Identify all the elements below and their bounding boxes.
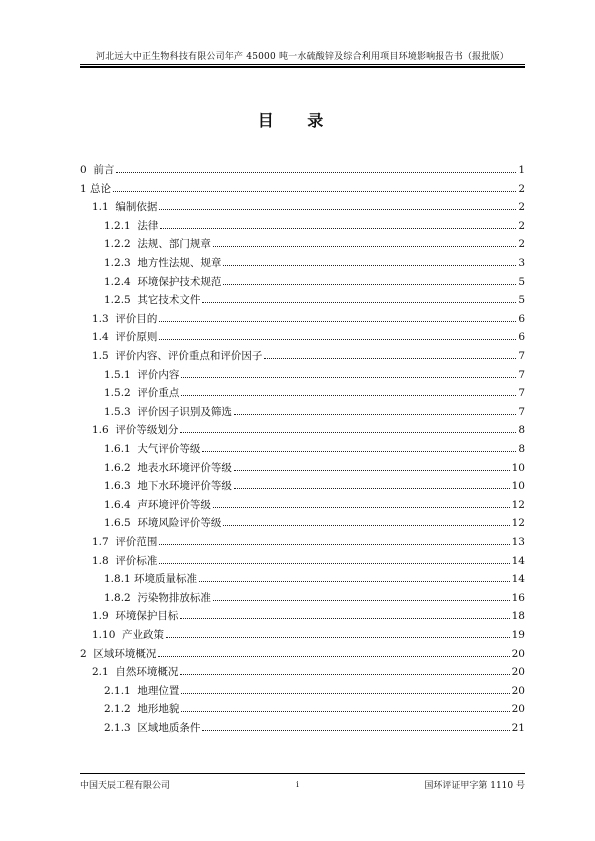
toc-entry-page: 8 bbox=[518, 443, 525, 455]
footer-certificate: 国环评证甲字第 1110 号 bbox=[424, 781, 525, 791]
toc-dot-leader bbox=[213, 507, 510, 508]
toc-entry-page: 14 bbox=[511, 573, 525, 586]
toc-dot-leader bbox=[160, 228, 516, 229]
toc-entry-label: 0 前言 bbox=[80, 164, 115, 176]
toc-entry-label: 1.6.1 大气评价等级 bbox=[104, 443, 201, 455]
toc-entry-page: 1 bbox=[518, 164, 525, 176]
toc-entry-label: 2.1 自然环境概况 bbox=[92, 666, 179, 679]
toc-entry-label: 1.2.2 法规、部门规章 bbox=[104, 238, 211, 251]
toc-dot-leader bbox=[159, 321, 516, 322]
toc-dot-leader bbox=[234, 414, 516, 415]
footer-company: 中国天辰工程有限公司 bbox=[80, 781, 171, 791]
toc-entry-page: 6 bbox=[518, 312, 525, 325]
toc-entry-label: 2.1.3 区域地质条件 bbox=[104, 722, 201, 734]
toc-entry-label: 2.1.1 地理位置 bbox=[104, 684, 180, 697]
toc-entry-page: 3 bbox=[518, 257, 525, 269]
toc-entry-label: 1.3 评价目的 bbox=[92, 312, 158, 325]
toc-dot-leader bbox=[158, 656, 509, 657]
toc-dot-leader bbox=[202, 730, 509, 731]
toc-entry[interactable] bbox=[92, 195, 525, 213]
toc-dot-leader bbox=[181, 395, 516, 396]
toc-dot-leader bbox=[159, 544, 509, 545]
toc-dot-leader bbox=[166, 637, 510, 638]
toc-entry-label: 1.6.3 地下水环境评价等级 bbox=[104, 480, 232, 493]
toc-entry-label: 2.1.2 地形地貌 bbox=[104, 703, 180, 716]
toc-entry-page: 21 bbox=[511, 722, 525, 734]
toc-dot-leader bbox=[202, 451, 516, 452]
toc-entry-page: 20 bbox=[511, 647, 525, 660]
toc-dot-leader bbox=[180, 432, 516, 433]
toc-entry[interactable] bbox=[92, 530, 525, 548]
toc-entry[interactable] bbox=[104, 567, 525, 585]
toc-entry-page: 7 bbox=[518, 368, 525, 381]
toc-entry[interactable] bbox=[80, 158, 525, 176]
toc-entry-page: 7 bbox=[518, 405, 525, 418]
toc-dot-leader bbox=[181, 377, 516, 378]
toc-entry[interactable] bbox=[104, 381, 525, 399]
toc-entry-label: 1.2.3 地方性法规、规章 bbox=[104, 257, 222, 269]
toc-entry-page: 19 bbox=[511, 629, 525, 641]
toc-dot-leader bbox=[213, 600, 510, 601]
toc-entry[interactable] bbox=[104, 679, 525, 697]
toc-entry[interactable] bbox=[104, 456, 525, 474]
toc-entry[interactable] bbox=[104, 363, 525, 381]
toc-entry-label: 1.6.2 地表水环境评价等级 bbox=[104, 461, 232, 474]
toc-dot-leader bbox=[180, 618, 509, 619]
toc-dot-leader bbox=[234, 470, 510, 471]
toc-entry-label: 1.5.1 评价内容 bbox=[104, 368, 180, 381]
toc-entry[interactable] bbox=[104, 511, 525, 529]
toc-dot-leader bbox=[199, 581, 510, 582]
toc-entry-label: 1.8 评价标准 bbox=[92, 554, 158, 567]
toc-entry-page: 20 bbox=[511, 684, 525, 697]
footer-rule bbox=[80, 773, 525, 774]
toc-entry-label: 1.5.2 评价重点 bbox=[104, 387, 180, 400]
toc-entry[interactable] bbox=[104, 400, 525, 418]
toc-dot-leader bbox=[116, 172, 516, 173]
toc-entry-page: 2 bbox=[518, 238, 525, 251]
toc-entry-page: 16 bbox=[511, 591, 525, 604]
page-header: 河北远大中正生物科技有限公司年产 45000 吨一水硫酸锌及综合利用项目环境影响报告书（报批版） bbox=[96, 52, 509, 62]
footer-page-number: i bbox=[296, 780, 299, 789]
toc-entry-label: 1.6 评价等级划分 bbox=[92, 424, 179, 437]
toc-entry[interactable] bbox=[104, 716, 525, 734]
toc-entry-label: 1.9 环境保护目标 bbox=[92, 610, 179, 623]
header-rule-thin bbox=[80, 64, 525, 65]
toc-entry-page: 10 bbox=[511, 480, 525, 493]
toc-entry-page: 20 bbox=[511, 666, 525, 679]
toc-entry-page: 2 bbox=[518, 219, 525, 232]
toc-entry-page: 14 bbox=[511, 554, 525, 567]
toc-entry[interactable] bbox=[104, 288, 525, 306]
toc-entry-label: 1.8.1 环境质量标准 bbox=[104, 573, 198, 586]
toc-entry[interactable] bbox=[104, 474, 525, 492]
toc-entry-label: 1.5.3 评价因子识别及筛选 bbox=[104, 405, 232, 418]
toc-dot-leader bbox=[180, 674, 509, 675]
toc-entry[interactable] bbox=[104, 214, 525, 232]
header-rule-thick bbox=[80, 66, 525, 68]
toc-entry-label: 1.8.2 污染物排放标准 bbox=[104, 591, 211, 604]
toc-entry[interactable] bbox=[92, 660, 525, 678]
toc-title: 目 录 bbox=[257, 111, 338, 130]
toc-entry-page: 2 bbox=[518, 201, 525, 214]
toc-entry[interactable] bbox=[92, 623, 525, 641]
toc-entry-page: 10 bbox=[511, 461, 525, 474]
toc-entry[interactable] bbox=[92, 344, 525, 362]
toc-entry[interactable] bbox=[92, 418, 525, 436]
toc-entry[interactable] bbox=[92, 549, 525, 567]
toc-entry[interactable] bbox=[80, 177, 525, 195]
toc-entry[interactable] bbox=[104, 251, 525, 269]
toc-dot-leader bbox=[223, 284, 516, 285]
toc-entry-label: 1.2.5 其它技术文件 bbox=[104, 294, 201, 307]
toc-entry[interactable] bbox=[104, 697, 525, 715]
toc-entry-label: 1.2.4 环境保护技术规范 bbox=[104, 275, 222, 288]
toc-dot-leader bbox=[181, 711, 509, 712]
toc-entry-page: 7 bbox=[518, 350, 525, 362]
toc-entry-label: 1.6.5 环境风险评价等级 bbox=[104, 517, 222, 530]
toc-entry-label: 1.7 评价范围 bbox=[92, 536, 158, 548]
toc-dot-leader bbox=[264, 358, 516, 359]
toc-dot-leader bbox=[113, 191, 516, 192]
toc-dot-leader bbox=[223, 265, 516, 266]
toc-entry-page: 7 bbox=[518, 387, 525, 400]
toc-entry-label: 2 区域环境概况 bbox=[80, 647, 157, 660]
toc-entry-page: 20 bbox=[511, 703, 525, 716]
toc-entry-label: 1.5 评价内容、评价重点和评价因子 bbox=[92, 350, 263, 362]
toc-entry[interactable] bbox=[92, 325, 525, 343]
toc-entry[interactable] bbox=[104, 437, 525, 455]
toc-dot-leader bbox=[159, 563, 509, 564]
toc-dot-leader bbox=[223, 525, 509, 526]
toc-entry[interactable] bbox=[80, 642, 525, 660]
toc-entry-page: 5 bbox=[518, 275, 525, 288]
toc-entry-label: 1.4 评价原则 bbox=[92, 331, 158, 344]
toc-entry-label: 1 总论 bbox=[80, 182, 112, 195]
toc-entry-page: 5 bbox=[518, 294, 525, 307]
toc-entry-page: 13 bbox=[511, 536, 525, 548]
toc-entry[interactable] bbox=[92, 307, 525, 325]
toc-entry-label: 1.1 编制依据 bbox=[92, 201, 158, 214]
toc-entry-page: 8 bbox=[518, 424, 525, 437]
toc-entry-page: 18 bbox=[511, 610, 525, 623]
toc-entry-page: 6 bbox=[518, 331, 525, 344]
toc-dot-leader bbox=[181, 693, 509, 694]
toc-entry[interactable] bbox=[104, 232, 525, 250]
toc-entry-label: 1.6.4 声环境评价等级 bbox=[104, 498, 211, 511]
toc-dot-leader bbox=[159, 209, 516, 210]
toc-entry-page: 12 bbox=[511, 498, 525, 511]
toc-entry-page: 12 bbox=[511, 517, 525, 530]
toc-entry[interactable] bbox=[104, 270, 525, 288]
toc-entry[interactable] bbox=[92, 604, 525, 622]
toc-entry-label: 1.10 产业政策 bbox=[92, 629, 165, 641]
toc-dot-leader bbox=[202, 302, 516, 303]
toc-entry-label: 1.2.1 法律 bbox=[104, 219, 159, 232]
toc-entry[interactable] bbox=[104, 493, 525, 511]
toc-entry-page: 2 bbox=[518, 182, 525, 195]
toc-entry[interactable] bbox=[104, 586, 525, 604]
toc-dot-leader bbox=[234, 488, 510, 489]
toc-dot-leader bbox=[213, 246, 516, 247]
toc-dot-leader bbox=[159, 339, 516, 340]
